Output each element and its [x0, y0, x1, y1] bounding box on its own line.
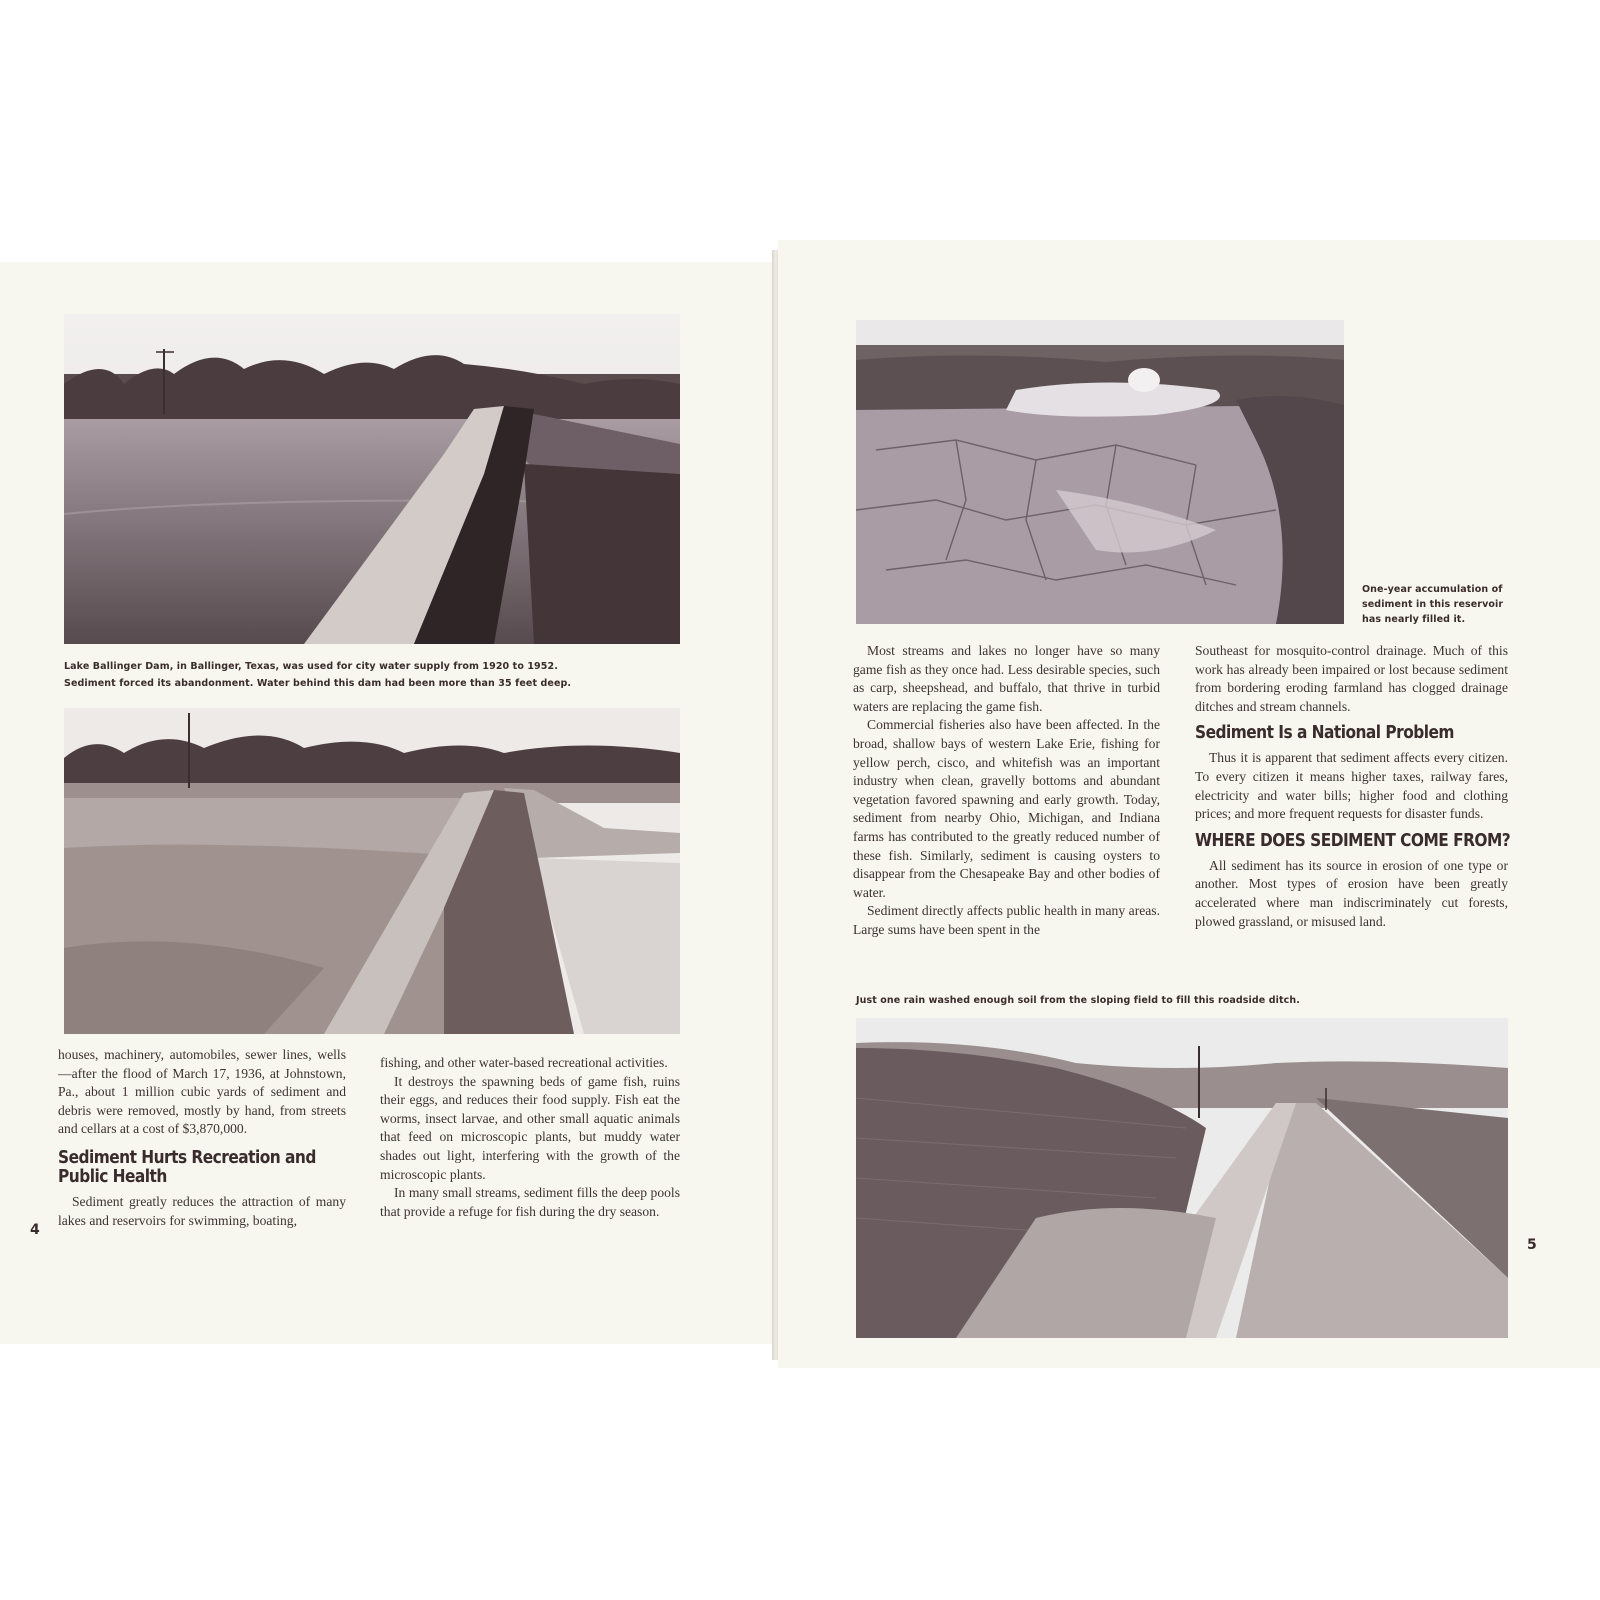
photo-caption: [1362, 582, 1562, 627]
section-heading: WHERE DOES SEDIMENT COME FROM?: [1195, 830, 1511, 851]
photo-lake-ballinger-dam-full: [64, 314, 680, 644]
paragraph: Commercial fisheries also have been affected. In the broad, shallow bays of western Lake Erie, fishing for yellow perch, cisco, and whitefish was an important industry when clean, gravelly bottoms and abundant vegetation favored spawning and early growth. Today, sediment from nearby Ohio, Michigan, and Indiana farms has contributed to the greatly reduced number of these fish. Similarly, sediment is causing oysters to disappear from the Chesapeake Bay and other bodies of water.: [853, 717, 1160, 900]
heading-line: Public Health: [58, 1166, 167, 1187]
photo-roadside-ditch: [856, 1018, 1508, 1338]
paragraph: All sediment has its source in erosion of one type or another. Most types of erosion have been greatly accelerated where man indiscriminately cut forests, plowed grassland, or misused land.: [1195, 857, 1508, 929]
paragraph: Most streams and lakes no longer have so many game fish as they once had. Less desirable species, such as carp, sheepshead, and buffalo, that thrive in turbid waters are replacing the game fish.: [853, 643, 1160, 714]
left-text-column-2: [380, 1054, 680, 1221]
section-heading: [58, 1147, 316, 1187]
page-number: 4: [30, 1222, 40, 1238]
photo-lake-ballinger-dam-silted: [64, 708, 680, 1034]
caption-line: Lake Ballinger Dam, in Ballinger, Texas, was used for city water supply from 1920 to 1952.: [64, 661, 558, 672]
paragraph: Thus it is apparent that sediment affects every citizen. To every citizen it means higher taxes, railway fares, electricity and water bills; higher food and clothing prices; and more frequent requests for disaster funds.: [1195, 750, 1508, 822]
paragraph: Sediment greatly reduces the attraction of many lakes and reservoirs for swimming, boating,: [58, 1193, 346, 1228]
section-heading: Sediment Is a National Problem: [1195, 723, 1454, 744]
paragraph: In many small streams, sediment fills the deep pools that provide a refuge for fish during the dry season.: [380, 1185, 680, 1219]
caption-line: One-year accumulation of: [1362, 584, 1503, 595]
caption-line: has nearly filled it.: [1362, 614, 1466, 625]
paragraph: houses, machinery, automobiles, sewer lines, wells—after the flood of March 17, 1936, at Johnstown, Pa., about 1 million cubic yards of sediment and debris were removed, mostly by hand, from streets and cellars at a cost of $3,870,000.: [58, 1047, 346, 1137]
photo-sediment-reservoir: [856, 320, 1344, 624]
caption-line: Sediment forced its abandonment. Water behind this dam had been more than 35 feet deep.: [64, 678, 572, 689]
left-text-column-1: [58, 1046, 346, 1230]
paragraph: Southeast for mosquito-control drainage. Much of this work has already been impaired or lost because sediment from bordering eroding farmland has clogged drainage ditches and stream channels.: [1195, 643, 1508, 714]
page-number: 5: [1527, 1237, 1537, 1253]
paragraph: It destroys the spawning beds of game fish, ruins their eggs, and reduces their food supply. Fish eat the worms, insect larvae, and other small aquatic animals that feed on microscopic plants, but muddy water shades out light, interfering with the growth of the microscopic plants.: [380, 1073, 680, 1182]
photo-caption: [64, 658, 684, 692]
photo-caption: Just one rain washed enough soil from the sloping field to fill this roadside ditch.: [856, 995, 1300, 1006]
paragraph: Sediment directly affects public health in many areas. Large sums have been spent in the: [853, 903, 1160, 937]
caption-line: sediment in this reservoir: [1362, 599, 1504, 610]
heading-line: Sediment Hurts Recreation and: [58, 1147, 316, 1168]
right-text-column-2: [1195, 642, 1511, 931]
right-text-column-1: [853, 642, 1160, 940]
paragraph: fishing, and other water-based recreational activities.: [380, 1055, 668, 1070]
